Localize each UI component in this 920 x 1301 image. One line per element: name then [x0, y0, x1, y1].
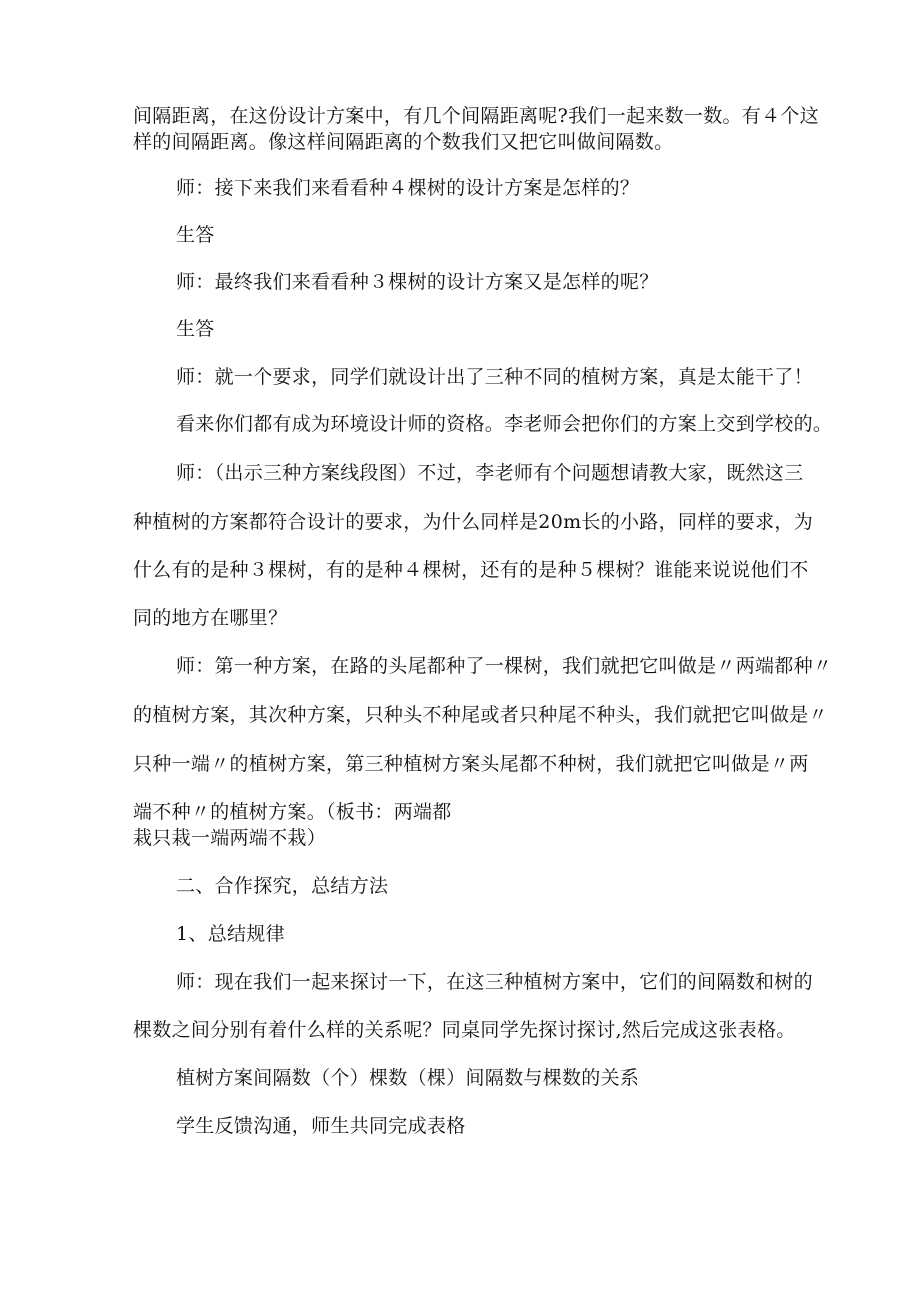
paragraph-line: 同的地方在哪里？ — [133, 607, 288, 629]
paragraph-line: 师：接下来我们来看看种４棵树的设计方案是怎样的？ — [176, 177, 640, 199]
paragraph-line: 的植树方案，其次种方案，只种头不种尾或者只种尾不种头，我们就把它叫做是〃 — [133, 704, 828, 726]
paragraph-line: 师：最终我们来看看种３棵树的设计方案又是怎样的呢？ — [176, 271, 659, 293]
subsection-heading: 1、总结规律 — [176, 923, 285, 945]
paragraph-line: 样的间隔距离。像这样间隔距离的个数我们又把它叫做间隔数。 — [133, 131, 674, 153]
paragraph-line: 间隔距离，在这份设计方案中，有几个间隔距离呢?我们一起来数一数。有４个这 — [133, 105, 819, 127]
paragraph-line: 栽只栽一端两端不栽） — [133, 827, 327, 849]
table-header-line: 植树方案间隔数（个）棵数（棵）间隔数与棵数的关系 — [176, 1067, 640, 1089]
paragraph-line: 种植树的方案都符合设计的要求，为什么同样是20m长的小路，同样的要求，为 — [133, 511, 813, 533]
paragraph-line: 师：现在我们一起来探讨一下，在这三种植树方案中，它们的间隔数和树的 — [176, 971, 813, 993]
paragraph-line: 学生反馈沟通，师生共同完成表格 — [176, 1115, 466, 1137]
section-heading: 二、合作探究，总结方法 — [176, 875, 389, 897]
paragraph-line: 师：（出示三种方案线段图）不过，李老师有个问题想请教大家，既然这三 — [176, 462, 804, 484]
paragraph-line: 只种一端〃的植树方案，第三种植树方案头尾都不种树，我们就把它叫做是〃两 — [133, 753, 809, 775]
paragraph-line: 生答 — [176, 318, 215, 340]
paragraph-line: 什么有的是种３棵树，有的是种４棵树，还有的是种５棵树？谁能来说说他们不 — [133, 559, 809, 581]
paragraph-line: 师：第一种方案，在路的头尾都种了一棵树，我们就把它叫做是〃两端都种〃 — [176, 655, 833, 677]
paragraph-line: 棵数之间分别有着什么样的关系呢？同桌同学先探讨探讨,然后完成这张表格。 — [133, 1019, 796, 1041]
paragraph-line: 看来你们都有成为环境设计师的资格。李老师会把你们的方案上交到学校的。 — [176, 413, 833, 435]
paragraph-line: 生答 — [176, 224, 215, 246]
paragraph-line: 师：就一个要求，同学们就设计出了三种不同的植树方案，真是太能干了！ — [176, 366, 813, 388]
paragraph-line: 端不种〃的植树方案。（板书：两端都 — [133, 801, 452, 823]
